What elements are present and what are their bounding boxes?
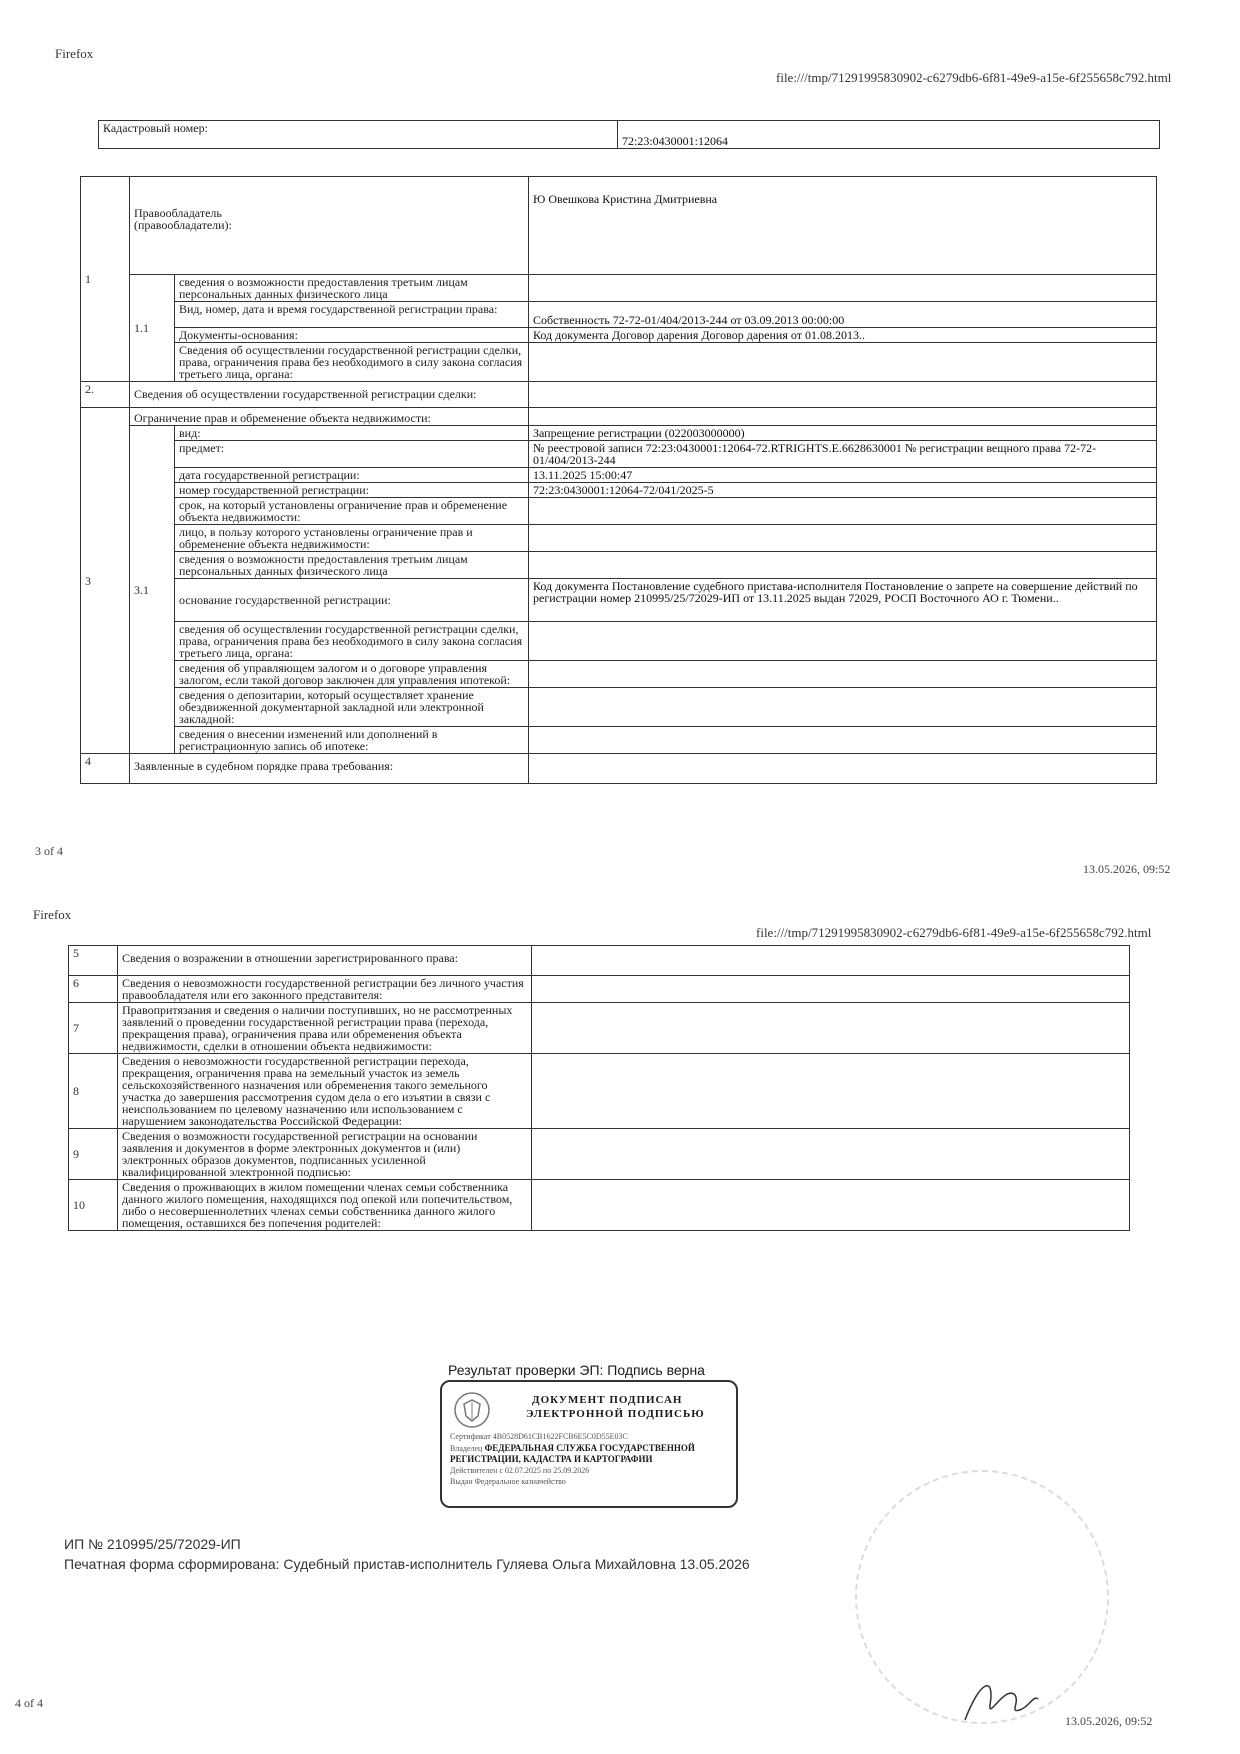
field-value: Запрещение регистрации (022003000000) (529, 426, 1157, 441)
row-number: 9 (69, 1129, 118, 1180)
field-label: Сведения о невозможности государственной регистрации без личного участия правообладателя или его законного представителя: (118, 976, 532, 1003)
field-value: Код документа Постановление судебного пристава-исполнителя Постановление о запрете на совершение действий по регистрации номер 210995/25/72029-ИП от 13.11.2025 выдан 72029, РОСП Восточного АО г. Тюмени.. (529, 579, 1157, 622)
stamp-certificate: Сертификат 4B0528D61CB1622FCB6E5C0D55E03C (450, 1432, 628, 1441)
field-label: Сведения об осуществлении государственной регистрации сделки: (130, 382, 529, 408)
field-value (529, 552, 1157, 579)
browser-label: Firefox (55, 46, 94, 61)
field-value (529, 525, 1157, 552)
browser-label: Firefox (33, 907, 72, 922)
info-table (68, 945, 1130, 1231)
field-value (529, 754, 1157, 784)
field-label: срок, на который установлены ограничение прав и обременение объекта недвижимости: (175, 498, 529, 525)
holder-value: Ю Овешкова Кристина Дмитриевна (529, 177, 1157, 275)
field-value: 13.11.2025 15:00:47 (529, 468, 1157, 483)
cadastre-value: 72:23:0430001:12064 (618, 121, 1160, 149)
field-label: дата государственной регистрации: (175, 468, 529, 483)
field-value (529, 688, 1157, 727)
field-value (532, 1003, 1130, 1054)
stamp-owner-label: Владелец (450, 1444, 483, 1453)
stamp-title: ЭЛЕКТРОННОЙ ПОДПИСЬЮ (526, 1408, 705, 1420)
field-value (529, 622, 1157, 661)
page-datetime: 13.05.2026, 09:52 (1083, 862, 1171, 876)
field-value: Код документа Договор дарения Договор дарения от 01.08.2013.. (529, 328, 1157, 343)
stamp-owner-name: ФЕДЕРАЛЬНАЯ СЛУЖБА ГОСУДАРСТВЕННОЙ РЕГИСТРАЦИИ, КАДАСТРА И КАРТОГРАФИИ (450, 1443, 695, 1464)
field-label: Сведения об осуществлении государственной регистрации сделки, права, ограничения права без необходимого в силу закона согласия третьего лица, органа: (175, 343, 529, 382)
rights-table (80, 176, 1157, 784)
field-value: Собственность 72-72-01/404/2013-244 от 03.09.2013 00:00:00 (529, 302, 1157, 328)
field-value (529, 661, 1157, 688)
field-label: Документы-основания: (175, 328, 529, 343)
row-number: 4 (81, 754, 130, 784)
field-value (529, 275, 1157, 302)
field-label: Заявленные в судебном порядке права требования: (130, 754, 529, 784)
field-label: номер государственной регистрации: (175, 483, 529, 498)
field-label: сведения о возможности предоставления третьим лицам персональных данных физического лица (175, 552, 529, 579)
stamp-title: ДОКУМЕНТ ПОДПИСАН (532, 1394, 683, 1406)
row-number: 3 (81, 408, 130, 754)
page-datetime: 13.05.2026, 09:52 (1065, 1714, 1153, 1728)
field-value (532, 1129, 1130, 1180)
handwritten-signature (960, 1665, 1040, 1730)
field-label: сведения о возможности предоставления третьим лицам персональных данных физического лица (175, 275, 529, 302)
field-label: Вид, номер, дата и время государственной регистрации права: (175, 302, 529, 328)
signature-result: Результат проверки ЭП: Подпись верна (448, 1362, 705, 1378)
row-number: 6 (69, 976, 118, 1003)
row-number: 1 (81, 177, 130, 382)
field-label: Сведения о возможности государственной регистрации на основании заявления и документов в форме электронных документов и (или) электронных образов документов, подписанных усиленной квалифицированной электронной подписью: (118, 1129, 532, 1180)
cadastre-label: Кадастровый номер: (99, 121, 618, 149)
stamp-validity: Действителен с 02.07.2025 по 25.09.2026 (450, 1466, 590, 1475)
field-label: Сведения о невозможности государственной регистрации перехода, прекращения, ограничения права на земельный участок из земель сельскохозяйственного назначения или обременения такого земельного участка до завершения рассмотрения судом дела о его изъятии в связи с неиспользованием по целевому назначению или использованием с нарушением законодательства Российской Федерации: (118, 1054, 532, 1129)
field-label: сведения об осуществлении государственной регистрации сделки, права, ограничения права без необходимого в силу закона согласия третьего лица, органа: (175, 622, 529, 661)
stamp-issuer: Выдан Федеральное казначейство (450, 1477, 566, 1486)
cadastre-table (98, 120, 1160, 149)
holder-label: Правообладатель (правообладатели): (130, 177, 529, 275)
field-label: сведения о внесении изменений или дополнений в регистрационную запись об ипотеке: (175, 727, 529, 754)
field-label: сведения о депозитарии, который осуществляет хранение обездвиженной документарной закладной или электронной закладной: (175, 688, 529, 727)
field-label: сведения об управляющем залогом и о договоре управления залогом, если такой договор заключен для управления ипотекой: (175, 661, 529, 688)
page-url: file:///tmp/71291995830902-c6279db6-6f81-49e9-a15e-6f255658c792.html (756, 925, 1152, 940)
print-form-info: Печатная форма сформирована: Судебный пристав-исполнитель Гуляева Ольга Михайловна 13.05.2026 (64, 1556, 750, 1572)
field-value (529, 727, 1157, 754)
e-signature-stamp (440, 1380, 738, 1508)
section-header: Ограничение прав и обременение объекта недвижимости: (130, 408, 529, 426)
field-label: вид: (175, 426, 529, 441)
field-value (529, 382, 1157, 408)
field-label: Правопритязания и сведения о наличии поступивших, но не рассмотренных заявлений о проведении государственной регистрации права (перехода, прекращения права), ограничения права или обременения объекта недвижимости, сделки в отношении объекта недвижимости: (118, 1003, 532, 1054)
page-url: file:///tmp/71291995830902-c6279db6-6f81-49e9-a15e-6f255658c792.html (776, 70, 1172, 85)
sub-number: 3.1 (130, 426, 175, 754)
row-number: 10 (69, 1180, 118, 1231)
row-number: 8 (69, 1054, 118, 1129)
page-number: 4 of 4 (15, 1696, 43, 1710)
field-value (529, 498, 1157, 525)
field-value (532, 1180, 1130, 1231)
row-number: 7 (69, 1003, 118, 1054)
row-number: 2. (81, 382, 130, 408)
field-value: № реестровой записи 72:23:0430001:12064-72.RTRIGHTS.E.6628630001 № регистрации вещного права 72-72-01/404/2013-244 (529, 441, 1157, 468)
page-number: 3 of 4 (35, 844, 63, 858)
field-label: предмет: (175, 441, 529, 468)
field-value: 72:23:0430001:12064-72/041/2025-5 (529, 483, 1157, 498)
field-label: лицо, в пользу которого установлены ограничение прав и обременение объекта недвижимости: (175, 525, 529, 552)
field-value (532, 976, 1130, 1003)
field-label: основание государственной регистрации: (175, 579, 529, 622)
field-value (532, 946, 1130, 976)
field-label: Сведения о возражении в отношении зарегистрированного права: (118, 946, 532, 976)
field-value (529, 408, 1157, 426)
field-value (529, 343, 1157, 382)
field-value (532, 1054, 1130, 1129)
field-label: Сведения о проживающих в жилом помещении членах семьи собственника данного жилого помещения, находящихся под опекой или попечительством, либо о несовершеннолетних членах семьи собственника данного жилого помещения, оставшихся без попечения родителей: (118, 1180, 532, 1231)
row-number: 5 (69, 946, 118, 976)
sub-number: 1.1 (130, 275, 175, 382)
emblem-icon (452, 1390, 492, 1430)
stamp-owner (450, 1443, 730, 1464)
ip-number: ИП № 210995/25/72029-ИП (64, 1536, 241, 1552)
